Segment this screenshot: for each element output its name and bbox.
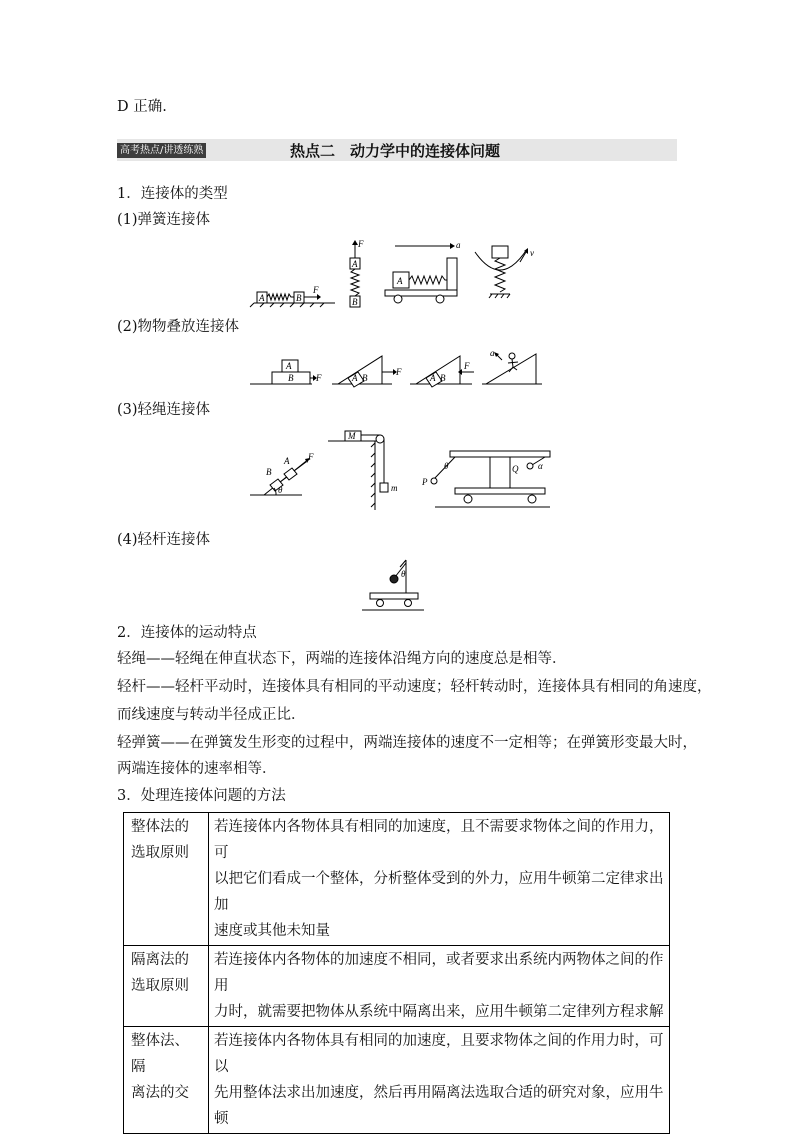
spring-bowl-figure (475, 246, 534, 298)
label-b: B (352, 297, 358, 307)
label-f: F (313, 285, 319, 295)
spring-text-line2: 两端连接体的速率相等． (117, 761, 277, 777)
rod-text-line1: 轻杆——轻杆平动时，连接体具有相同的平动速度；轻杆转动时，连接体具有相同的角速度， (117, 679, 712, 695)
spring-text-line1: 轻弹簧——在弹簧发生形变的过程中，两端连接体的速度不一定相等；在弹簧形变最大时， (117, 735, 697, 751)
label-a: A (284, 456, 290, 466)
method-key: 隔离法的 选取原则 (124, 946, 209, 1027)
spring-figures (250, 238, 550, 310)
label-f: F (396, 367, 402, 377)
label-b: B (440, 373, 446, 383)
section1-heading: 1．连接体的类型 (117, 186, 228, 202)
table-row (124, 946, 670, 1027)
label-a: A (352, 259, 358, 269)
label-a-accel: a (456, 240, 461, 250)
label-f: F (464, 361, 470, 371)
rod-figure (362, 555, 432, 615)
label-a: A (397, 276, 403, 286)
label-f: F (308, 452, 314, 462)
label-b: B (266, 467, 272, 477)
stack-figures (250, 350, 550, 390)
label-p: P (422, 477, 428, 487)
stack-person-ramp-figure (482, 348, 542, 384)
rope-heading: (3)轻绳连接体 (117, 402, 211, 418)
label-b: B (362, 373, 368, 383)
section3-heading: 3．处理连接体问题的方法 (117, 788, 286, 804)
label-v: v (530, 248, 534, 258)
methods-table (123, 812, 670, 1134)
intro-line: D 正确. (117, 99, 167, 115)
stack-wedge-push-figure (332, 356, 402, 387)
label-b: B (296, 293, 302, 303)
method-desc: 若连接体内各物体具有相同的加速度，且要求物体之间的作用力时，可以 先用整体法求出加速度，然后再用隔离法选取合适的研究对象，应用牛顿 (209, 1027, 670, 1134)
method-desc: 若连接体内各物体具有相同的加速度，且不需要求物体之间的作用力，可 以把它们看成一个整体，分析整体受到的外力，应用牛顿第二定律求出加 速度或其他未知量 (209, 813, 670, 946)
table-row (124, 813, 670, 946)
section2-heading: 2．连接体的运动特点 (117, 625, 257, 641)
label-alpha: α (538, 461, 543, 471)
spring-vertical-figure (350, 239, 364, 307)
label-b: B (288, 373, 294, 383)
banner-tag: 高考热点/讲透练熟 (117, 143, 206, 158)
label-a: A (352, 373, 358, 383)
label-q: Q (512, 464, 519, 474)
spring-horizontal-figure (250, 285, 335, 307)
rod-heading: (4)轻杆连接体 (117, 532, 211, 548)
label-theta: θ (278, 485, 283, 495)
method-desc: 若连接体内各物体的加速度不相同，或者要求出系统内两物体之间的作用 力时，就需要把物体从系统中隔离出来，应用牛顿第二定律列方程求解 (209, 946, 670, 1027)
label-m-upper: M (348, 431, 356, 441)
label-a: A (430, 373, 436, 383)
rod-text-line2: 而线速度与转动半径成正比． (117, 707, 306, 723)
spring-cart-figure (385, 240, 461, 303)
label-a-accel: a (490, 348, 495, 358)
label-theta: θ (401, 569, 406, 579)
rope-incline-figure (250, 452, 314, 495)
label-a: A (286, 361, 292, 371)
spring-heading: (1)弹簧连接体 (117, 212, 211, 228)
rope-text: 轻绳——轻绳在伸直状态下，两端的连接体沿绳方向的速度总是相等． (117, 651, 567, 667)
label-theta: θ (444, 461, 449, 471)
rope-cart-pendulum-figure (421, 451, 550, 507)
rope-pulley-figure (328, 431, 398, 510)
stack-wedge-pull-figure (410, 356, 474, 387)
method-key: 整体法、隔 离法的交 (124, 1027, 209, 1134)
label-m-lower: m (391, 483, 398, 493)
label-f: F (316, 373, 322, 383)
banner-title: 热点二 动力学中的连接体问题 (290, 142, 501, 160)
rope-figures (250, 425, 560, 510)
label-f: F (358, 239, 364, 249)
method-key: 整体法的 选取原则 (124, 813, 209, 946)
stack-heading: (2)物物叠放连接体 (117, 319, 240, 335)
label-a: A (259, 293, 265, 303)
stack-flat-figure (250, 360, 322, 384)
table-row (124, 1027, 670, 1134)
